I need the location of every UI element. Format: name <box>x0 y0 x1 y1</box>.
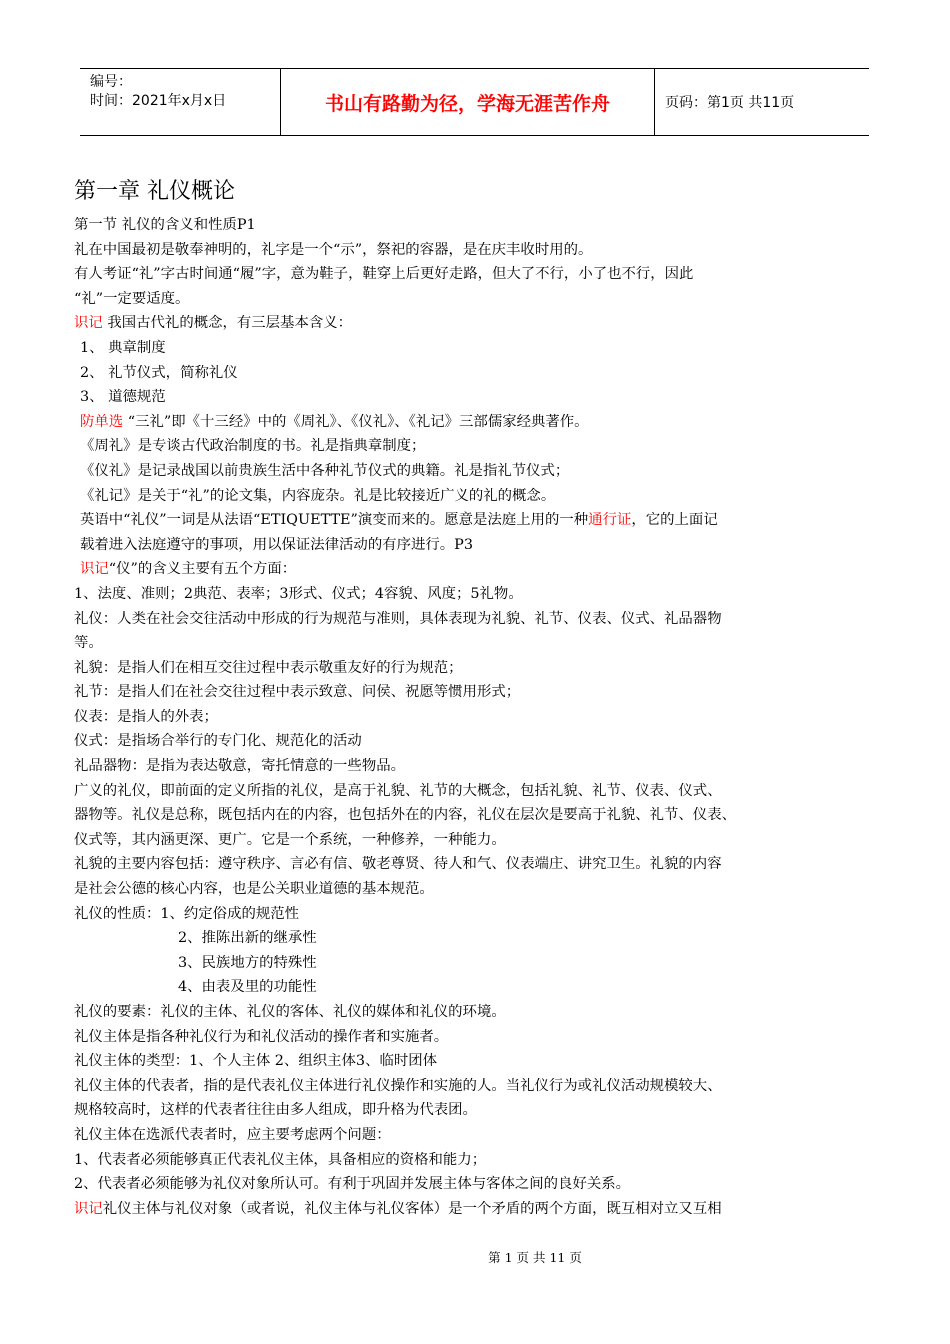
text-line <box>74 828 894 853</box>
line-text: 仪式：是指场合举行的专门化、规范化的活动 <box>74 733 362 750</box>
line-text: 仪表：是指人的外表； <box>74 708 218 725</box>
text-line <box>74 262 894 287</box>
text-line <box>74 754 894 779</box>
text-line <box>74 926 894 951</box>
line-text: 广义的礼仪，即前面的定义所指的礼仪，是高于礼貌、礼节的大概念，包括礼貌、礼节、仪表、仪式、 <box>74 782 722 799</box>
highlight-label: 识记 <box>74 1200 103 1217</box>
text-line <box>74 361 894 386</box>
line-text: 礼仪的要素：礼仪的主体、礼仪的客体、礼仪的媒体和礼仪的环境。 <box>74 1004 506 1020</box>
line-text: 礼仪主体是指各种礼仪行为和礼仪活动的操作者和实施者。 <box>74 1028 449 1045</box>
line-text: 第一节 礼仪的含义和性质P1 <box>74 217 256 233</box>
text-line <box>74 705 894 730</box>
highlight-label: 识记 <box>74 315 103 332</box>
text-line <box>74 1172 894 1197</box>
text-line <box>74 1148 894 1173</box>
line-text: 2、 礼节仪式，简称礼仪 <box>80 364 238 381</box>
page-footer: 第 1 页 共 11 页 <box>488 1250 582 1265</box>
line-text: 礼仪：人类在社会交往活动中形成的行为规范与准则，具体表现为礼貌、礼节、仪表、仪式、礼品器物 <box>74 610 722 627</box>
line-text: 等。 <box>74 635 103 652</box>
line-text: 2、推陈出新的继承性 <box>178 930 317 947</box>
text-line <box>74 631 894 656</box>
line-text: 礼品器物：是指为表达敬意，寄托情意的一些物品。 <box>74 758 405 775</box>
text-line <box>74 557 894 582</box>
text-line <box>74 1123 894 1148</box>
text-line <box>74 1197 894 1222</box>
text-line <box>74 508 894 533</box>
doc-time: 时间：2021年x月x日 <box>90 93 227 109</box>
text-line <box>74 336 894 361</box>
line-text: 礼仪主体的类型：1、个人主体 2、组织主体3、临时团体 <box>74 1053 438 1070</box>
line-text: 我国古代礼的概念，有三层基本含义： <box>102 315 353 332</box>
line-text: 礼貌：是指人们在相互交往过程中表示敬重友好的行为规范； <box>74 659 463 676</box>
text-line <box>74 975 894 1000</box>
header-meta <box>80 69 281 135</box>
chapter-title: 第一章 礼仪概论 <box>74 179 235 204</box>
line-text: 《周礼》是专谈古代政治制度的书。礼是指典章制度； <box>80 438 426 455</box>
line-text: 3、民族地方的特殊性 <box>178 954 317 971</box>
line-text: 仪式等，其内涵更深、更广。它是一个系统，一种修养，一种能力。 <box>74 831 506 848</box>
line-text: 《仪礼》是记录战国以前贵族生活中各种礼节仪式的典籍。礼是指礼节仪式； <box>80 462 570 479</box>
text-line <box>74 385 894 410</box>
line-text: 2、代表者必须能够为礼仪对象所认可。有利于巩固并发展主体与客体之间的良好关系。 <box>74 1176 631 1193</box>
line-text: 1、法度、准则；2典范、表率；3形式、仪式；4容貌、风度；5礼物。 <box>74 585 523 602</box>
text-line <box>74 1098 894 1123</box>
text-line <box>74 459 894 484</box>
line-text: 礼在中国最初是敬奉神明的，礼字是一个“示”，祭祀的容器，是在庆丰收时用的。 <box>74 241 593 258</box>
line-text: “礼”一定要适度。 <box>74 290 190 307</box>
text-line <box>74 607 894 632</box>
text-line <box>74 533 894 558</box>
line-text: 3、 道德规范 <box>80 389 166 406</box>
text-line <box>74 582 894 607</box>
text-line <box>74 1000 894 1025</box>
line-text: 英语中“礼仪”一词是从法语“ETIQUETTE”演变而来的。愿意是法庭上用的一种 <box>80 512 589 529</box>
line-text: 礼仪主体与礼仪对象（或者说，礼仪主体与礼仪客体）是一个矛盾的两个方面，既互相对立又互相 <box>102 1200 722 1217</box>
text-line <box>74 434 894 459</box>
doc-number: 编号： <box>90 74 132 90</box>
line-text: 《礼记》是关于“礼”的论文集，内容庞杂。礼是比较接近广义的礼的概念。 <box>80 487 556 504</box>
line-text: 1、 典章制度 <box>80 339 166 356</box>
text-line <box>74 238 894 263</box>
header-table <box>80 68 869 136</box>
line-text: 1、代表者必须能够真正代表礼仪主体，具备相应的资格和能力； <box>74 1151 487 1168</box>
line-text-after: ，它的上面记 <box>631 512 718 529</box>
text-line <box>74 1025 894 1050</box>
text-line <box>74 877 894 902</box>
text-line <box>74 779 894 804</box>
text-line <box>74 410 894 435</box>
line-text: 礼仪主体在选派代表者时，应主要考虑两个问题： <box>74 1126 391 1143</box>
header-motto: 书山有路勤为径，学海无涯苦作舟 <box>281 69 655 135</box>
line-text: 是社会公德的核心内容，也是公关职业道德的基本规范。 <box>74 881 434 898</box>
header-page-number: 页码：第1页 共11页 <box>665 95 795 111</box>
text-line <box>74 311 894 336</box>
line-text: 礼节：是指人们在社会交往过程中表示致意、问侯、祝愿等惯用形式； <box>74 684 521 701</box>
text-line <box>74 852 894 877</box>
line-text: “三礼”即《十三经》中的《周礼》、《仪礼》、《礼记》三部儒家经典著作。 <box>123 413 589 430</box>
text-line <box>74 656 894 681</box>
line-text: 礼仪主体的代表者，指的是代表礼仪主体进行礼仪操作和实施的人。当礼仪行为或礼仪活动规模较大、 <box>74 1077 722 1094</box>
text-line <box>74 951 894 976</box>
line-text: 有人考证“礼”字古时间通“履”字，意为鞋子，鞋穿上后更好走路，但大了不行，小了也不行，因此 <box>74 266 694 283</box>
body-lines <box>74 213 894 1221</box>
text-line <box>74 1074 894 1099</box>
text-line <box>74 484 894 509</box>
highlight-label: 防单选 <box>80 413 124 430</box>
line-text: 4、由表及里的功能性 <box>178 979 317 996</box>
text-line <box>74 287 894 312</box>
line-text: 礼仪的性质：1、约定俗成的规范性 <box>74 905 300 922</box>
line-text: 礼貌的主要内容包括：遵守秩序、言必有信、敬老尊贤、待人和气、仪表端庄、讲究卫生。礼貌的内容 <box>74 856 722 873</box>
text-line <box>74 902 894 927</box>
text-line <box>74 729 894 754</box>
text-line <box>74 213 894 238</box>
text-line <box>74 680 894 705</box>
line-text: 器物等。礼仪是总称，既包括内在的内容，也包括外在的内容，礼仪在层次是要高于礼貌、礼节、仪表、 <box>74 807 736 824</box>
line-text: 载着进入法庭遵守的事项，用以保证法律活动的有序进行。P3 <box>80 536 473 553</box>
document-body <box>74 175 894 1221</box>
line-text: “仪”的含义主要有五个方面： <box>108 561 297 578</box>
text-line <box>74 803 894 828</box>
highlight-term: 通行证 <box>588 512 632 529</box>
text-line <box>74 1049 894 1074</box>
line-text: 规格较高时，这样的代表者往往由多人组成，即升格为代表团。 <box>74 1102 477 1119</box>
highlight-label: 识记 <box>80 561 109 578</box>
